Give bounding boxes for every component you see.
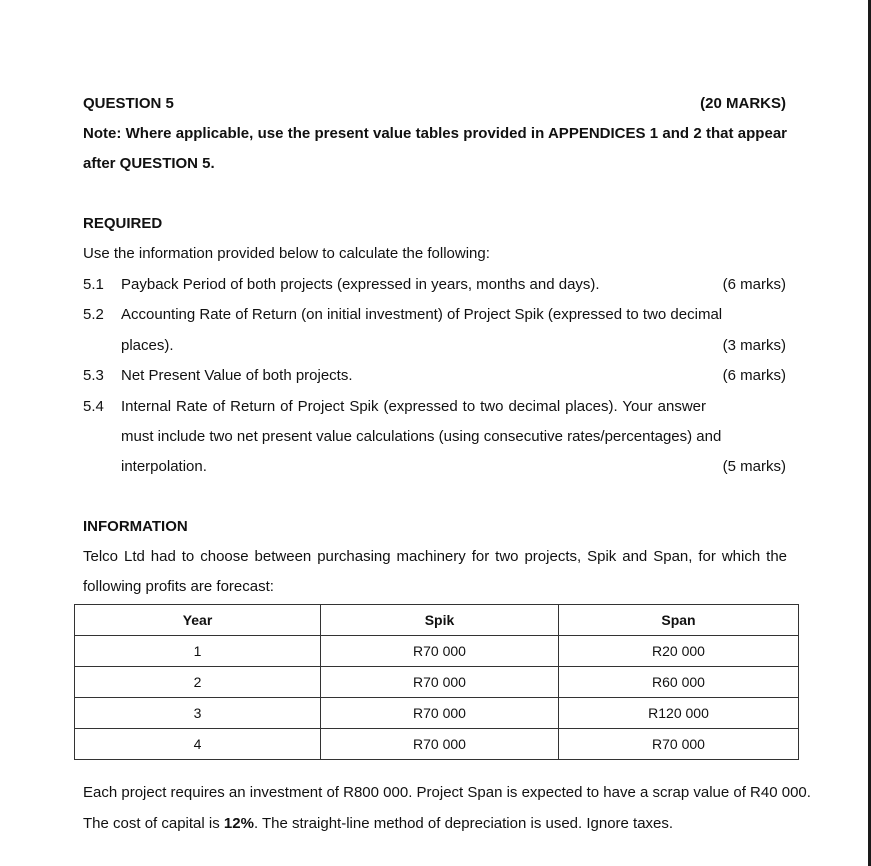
- information-heading: INFORMATION: [83, 518, 188, 535]
- question-title: QUESTION 5: [83, 95, 174, 112]
- cell-year: 4: [75, 729, 321, 760]
- item-text: must include two net present value calculations (using consecutive rates/percentages) and: [121, 428, 722, 445]
- item-text: Internal Rate of Return of Project Spik (expressed to two decimal places). Your answer: [121, 398, 706, 415]
- item-number: 5.4: [83, 398, 104, 415]
- table-row: [75, 636, 799, 667]
- item-text: Payback Period of both projects (expressed in years, months and days).: [121, 276, 600, 293]
- table-row: [75, 667, 799, 698]
- item-text: places).: [121, 337, 174, 354]
- footer-line-2: [83, 814, 673, 834]
- item-text: Net Present Value of both projects.: [121, 367, 353, 384]
- item-text: interpolation.: [121, 458, 207, 475]
- cell-year: 2: [75, 667, 321, 698]
- table-row: [75, 729, 799, 760]
- table-header-row: [75, 605, 799, 636]
- cell-year: 3: [75, 698, 321, 729]
- item-marks: (5 marks): [722, 458, 786, 475]
- cell-spik: R70 000: [321, 667, 559, 698]
- footer-text: . The straight-line method of depreciation is used. Ignore taxes.: [253, 815, 674, 832]
- cell-spik: R70 000: [321, 698, 559, 729]
- cell-span: R60 000: [559, 667, 799, 698]
- note-line-2: after QUESTION 5.: [83, 155, 215, 172]
- item-number: 5.1: [83, 276, 104, 293]
- item-text: Accounting Rate of Return (on initial investment) of Project Spik (expressed to two decimal: [121, 306, 723, 323]
- footer-text: The cost of capital is: [83, 815, 224, 832]
- col-header-span: Span: [559, 605, 799, 636]
- note-line-1: Note: Where applicable, use the present value tables provided in APPENDICES 1 and 2 that appear: [83, 125, 787, 142]
- item-marks: (3 marks): [722, 337, 786, 354]
- cell-span: R20 000: [559, 636, 799, 667]
- required-heading: REQUIRED: [83, 215, 163, 232]
- item-number: 5.3: [83, 367, 104, 384]
- cell-span: R120 000: [559, 698, 799, 729]
- required-intro: Use the information provided below to calculate the following:: [83, 245, 490, 262]
- cell-year: 1: [75, 636, 321, 667]
- question-marks: (20 MARKS): [700, 95, 786, 112]
- col-header-year: Year: [75, 605, 321, 636]
- cost-of-capital-rate: 12%: [223, 815, 254, 832]
- information-text: following profits are forecast:: [83, 578, 274, 595]
- cell-span: R70 000: [559, 729, 799, 760]
- item-number: 5.2: [83, 306, 104, 323]
- cell-spik: R70 000: [321, 729, 559, 760]
- footer-line-1: Each project requires an investment of R800 000. Project Span is expected to have a scrap value of R40 000.: [83, 784, 811, 801]
- col-header-spik: Spik: [321, 605, 559, 636]
- table-row: [75, 698, 799, 729]
- cell-spik: R70 000: [321, 636, 559, 667]
- item-marks: (6 marks): [722, 367, 786, 384]
- profit-table: [74, 604, 799, 760]
- information-text: Telco Ltd had to choose between purchasing machinery for two projects, Spik and Span, for which the: [83, 548, 787, 565]
- item-marks: (6 marks): [722, 276, 786, 293]
